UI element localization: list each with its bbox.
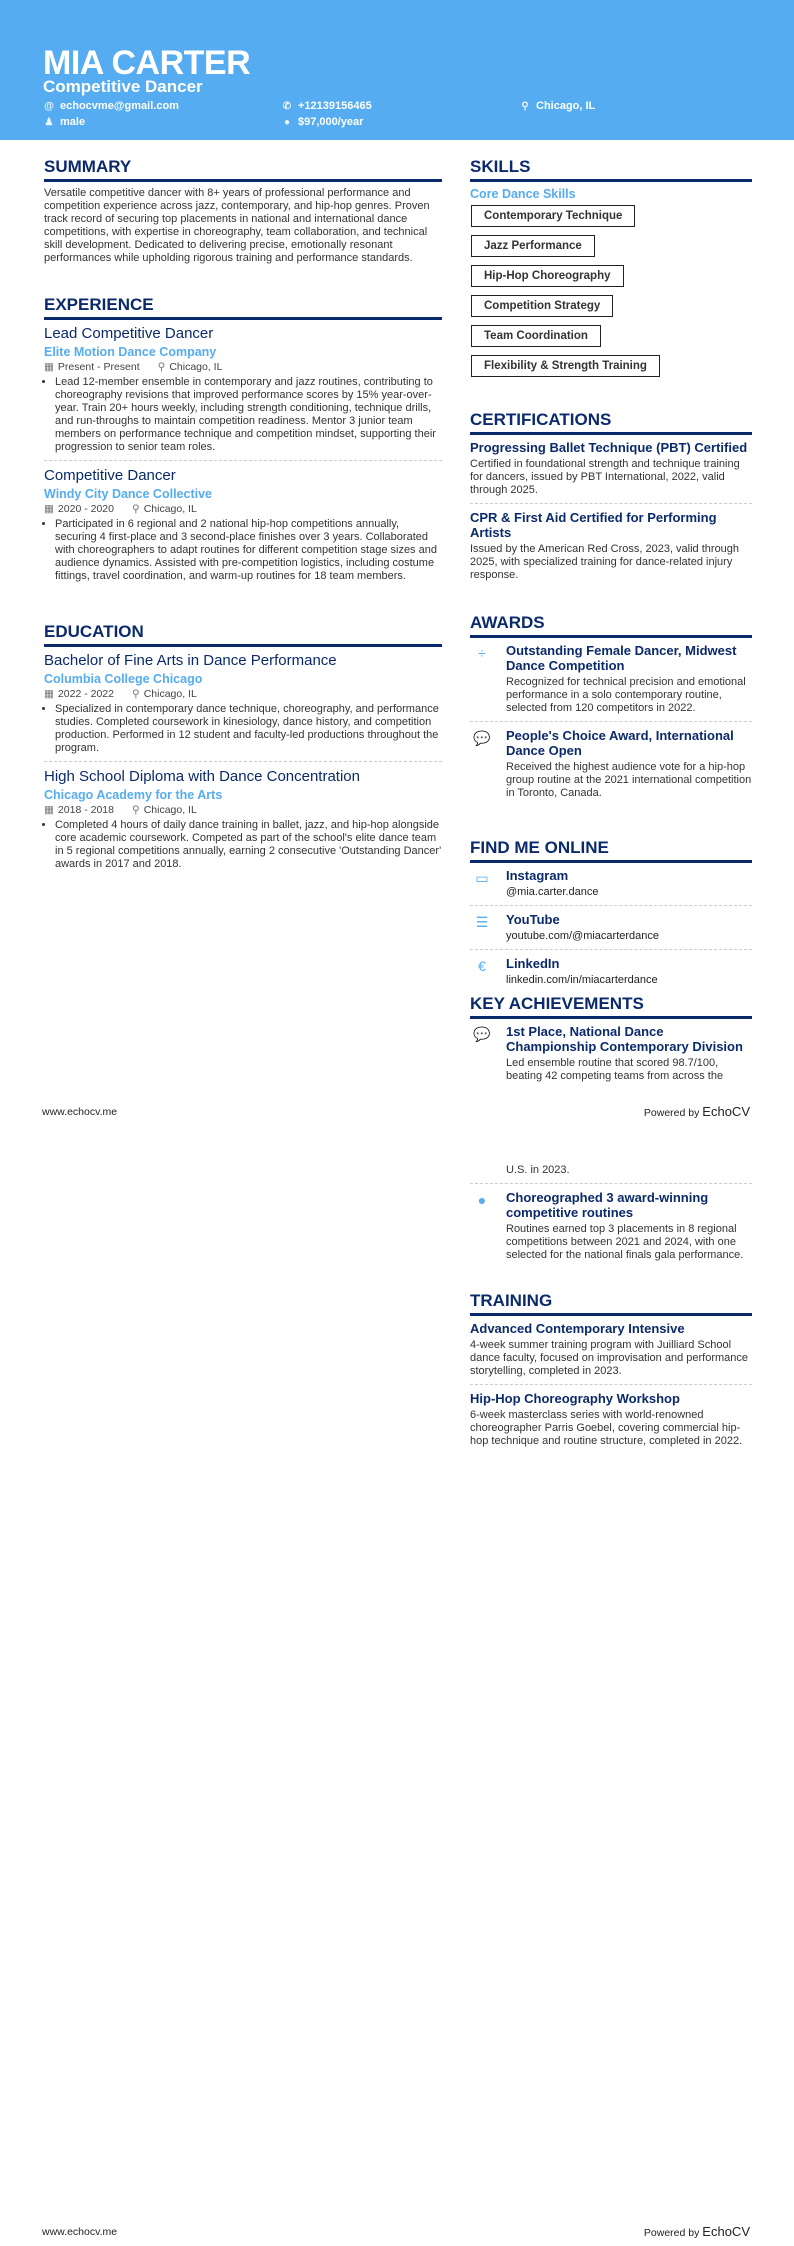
footer-powered — [644, 2224, 750, 2239]
degree-title: High School Diploma with Dance Concentration — [44, 768, 360, 785]
summary-text: Versatile competitive dancer with 8+ years of professional performance and competition experience across jazz, contemporary, and hip-hop genres. Proven track record of securing top placements in national and international dance competitions, with expertise in choreography, team collaboration, and technical skill development. Dedicated to delivering precise, emotionally resonant performances while upholding rigorous training and performance standards. — [44, 187, 430, 264]
company-name: Elite Motion Dance Company — [44, 345, 217, 359]
company-name: Windy City Dance Collective — [44, 487, 212, 501]
skill-tag: Competition Strategy — [471, 295, 613, 317]
calendar-icon: ▦ — [44, 361, 54, 373]
contact-gender — [44, 116, 85, 128]
award-title: Outstanding Female Dancer, Midwest Dance Competition — [506, 643, 737, 673]
section-heading: SKILLS — [470, 157, 752, 182]
section-heading: TRAINING — [470, 1291, 752, 1316]
location — [132, 503, 197, 515]
section-heading: FIND ME ONLINE — [470, 838, 752, 863]
training-title: Advanced Contemporary Intensive — [470, 1321, 685, 1336]
key-achievements-section — [470, 994, 752, 1083]
find-me-online-section — [470, 838, 752, 987]
training-title: Hip-Hop Choreography Workshop — [470, 1391, 680, 1406]
dates — [44, 361, 140, 373]
location-pin-icon: ⚲ — [131, 503, 140, 515]
document-euro-icon: € — [478, 958, 486, 974]
spacer — [470, 1164, 494, 1177]
section-heading: EDUCATION — [44, 622, 442, 647]
experience-item — [44, 325, 442, 454]
location-pin-icon: ⚲ — [131, 804, 140, 816]
education-item — [44, 652, 442, 755]
skill-tag: Contemporary Technique — [471, 205, 635, 227]
section-heading: KEY ACHIEVEMENTS — [470, 994, 752, 1019]
header — [0, 0, 794, 140]
experience-section — [44, 295, 442, 583]
divide-icon: ÷ — [478, 645, 486, 661]
section-heading: AWARDS — [470, 613, 752, 638]
location-pin-icon: ⚲ — [157, 361, 166, 373]
divider — [470, 503, 752, 504]
calendar-icon: ▭ — [475, 870, 489, 886]
achievement-title: 1st Place, National Dance Championship Contemporary Division — [506, 1024, 743, 1054]
certifications-section — [470, 410, 752, 582]
sliders-icon: ☰ — [475, 914, 489, 930]
role-title: Lead Competitive Dancer — [44, 325, 214, 342]
location-text: Chicago, IL — [143, 503, 197, 515]
online-item-linkedin[interactable] — [470, 956, 752, 987]
section-heading: SUMMARY — [44, 157, 442, 182]
calendar-icon: ▦ — [44, 688, 54, 700]
bullet: • Participated in 6 regional and 2 national hip-hop competitions annually, securing 4 first-place and 3 second-place finishes over 3 years. Collaborated with choreographers to adapt routines for different competition stage sizes and audience dynamics. Assisted with pre-competition logistics, including costume fittings, travel coordination, and warm-up routines for 18 team members. — [55, 518, 442, 583]
school-name: Columbia College Chicago — [44, 672, 203, 686]
salary-text: $97,000/year — [298, 116, 364, 128]
contact-location — [520, 100, 595, 112]
online-link[interactable]: youtube.com/@miacarterdance — [506, 930, 660, 942]
online-link[interactable]: linkedin.com/in/miacarterdance — [506, 974, 658, 986]
location — [158, 361, 223, 373]
bullet: • Lead 12-member ensemble in contemporary and jazz routines, contributing to choreography revisions that improved performance scores by 15% year-over-year. Train 20+ hours weekly, including strength conditioning, technique drills, and run-throughs to maintain competition readiness. Mentor 3 junior team members on performance technique and competition mindset, supporting their progression to senior team roles. — [55, 376, 442, 454]
award-item — [470, 643, 752, 715]
online-item-youtube[interactable] — [470, 912, 752, 943]
location-text: Chicago, IL — [143, 804, 197, 816]
calendar-icon: ▦ — [44, 503, 54, 515]
skills-section — [470, 157, 752, 385]
skill-tag: Flexibility & Strength Training — [471, 355, 660, 377]
divider — [470, 1183, 752, 1184]
training-text: 4-week summer training program with Juilliard School dance faculty, focused on improvisation and performance storytelling, completed in 2023. — [470, 1339, 749, 1377]
education-item — [44, 768, 442, 871]
contact-salary — [282, 116, 363, 128]
divider — [470, 1384, 752, 1385]
achievement-text: U.S. in 2023. — [506, 1164, 570, 1176]
location-pin-icon: ⚲ — [521, 100, 529, 112]
location-pin-icon: ⚲ — [131, 688, 140, 700]
footer-site[interactable]: www.echocv.me — [42, 1106, 118, 1118]
powered-by-text: Powered by — [643, 1107, 700, 1119]
summary-section — [44, 157, 442, 265]
location-text: Chicago, IL — [143, 688, 197, 700]
achievement-item — [470, 1024, 752, 1083]
coin-icon: ● — [283, 116, 291, 128]
awards-section — [470, 613, 752, 800]
dates-text: 2018 - 2018 — [57, 804, 114, 816]
at-icon: @ — [44, 100, 54, 112]
online-label: YouTube — [506, 912, 560, 927]
divider — [470, 949, 752, 950]
online-label: Instagram — [506, 868, 569, 883]
cert-text: Issued by the American Red Cross, 2023, valid through 2025, with specialized training for dance-related injury response. — [470, 543, 740, 581]
email-text: echocvme@gmail.com — [60, 100, 179, 112]
achievement-text: Routines earned top 3 placements in 8 regional competitions between 2021 and 2024, with one selected for the national finals gala performance. — [506, 1223, 744, 1261]
bullet: • Specialized in contemporary dance technique, choreography, and performance studies. Completed coursework in kinesiology, dance history, and competition production. Performed in 12 student and faculty-led productions throughout the program. — [55, 703, 442, 755]
phone-icon: ✆ — [282, 100, 292, 112]
skill-group-title: Core Dance Skills — [470, 187, 576, 201]
skill-tag: Hip-Hop Choreography — [471, 265, 624, 287]
contact-email[interactable] — [44, 100, 179, 112]
award-text: Received the highest audience vote for a hip-hop group routine at the 2021 international competition in Toronto, Canada. — [506, 761, 752, 799]
job-title: Competitive Dancer — [43, 77, 203, 96]
footer-powered — [644, 1104, 750, 1119]
divider — [44, 761, 442, 762]
section-heading: EXPERIENCE — [44, 295, 442, 320]
candidate-name: MIA CARTER — [43, 44, 251, 82]
dates — [44, 503, 114, 515]
bullet: • Completed 4 hours of daily dance training in ballet, jazz, and hip-hop alongside core academic coursework. Competed as part of the school's elite dance team in 5 regional competitions annually, earning 2 consecutive 'Outstanding Dancer' awards in 2017 and 2018. — [55, 819, 442, 871]
chat-icon: 💬 — [473, 1026, 491, 1042]
achievement-item — [470, 1190, 752, 1262]
dates-text: 2022 - 2022 — [57, 688, 114, 700]
person-icon: ♟ — [44, 116, 54, 128]
skill-tag: Jazz Performance — [471, 235, 595, 257]
section-heading: CERTIFICATIONS — [470, 410, 752, 435]
experience-item — [44, 467, 442, 583]
calendar-icon: ▦ — [44, 804, 54, 816]
brand-logo-text: EchoCV — [702, 1104, 750, 1119]
online-label: LinkedIn — [506, 956, 560, 971]
location — [132, 804, 197, 816]
location — [132, 688, 197, 700]
skill-tag: Team Coordination — [471, 325, 601, 347]
online-link[interactable]: @mia.carter.dance — [506, 886, 599, 898]
phone-text: +12139156465 — [298, 100, 372, 112]
cert-title: Progressing Ballet Technique (PBT) Certified — [470, 440, 748, 455]
degree-title: Bachelor of Fine Arts in Dance Performance — [44, 652, 337, 669]
training-section — [470, 1291, 752, 1448]
powered-by-text: Powered by — [643, 2227, 700, 2239]
achievement-title: Choreographed 3 award-winning competitive routines — [506, 1190, 709, 1220]
award-title: People's Choice Award, International Dance Open — [506, 728, 734, 758]
online-item-instagram[interactable] — [470, 868, 752, 899]
chat-icon: 💬 — [473, 730, 491, 746]
achievement-text: Led ensemble routine that scored 98.7/100, beating 42 competing teams from across the — [506, 1057, 724, 1082]
school-name: Chicago Academy for the Arts — [44, 788, 223, 802]
award-item — [470, 728, 752, 800]
dates-text: Present - Present — [57, 361, 140, 373]
contact-phone[interactable] — [282, 100, 372, 112]
role-title: Competitive Dancer — [44, 467, 176, 484]
dates — [44, 804, 114, 816]
location-text: Chicago, IL — [536, 100, 596, 112]
divider — [470, 905, 752, 906]
location-text: Chicago, IL — [169, 361, 223, 373]
training-text: 6-week masterclass series with world-renowned choreographer Parris Goebel, covering commercial hip-hop technique and routine structure, completed in 2022. — [470, 1409, 743, 1447]
cert-text: Certified in foundational strength and technique training for dancers, issued by PBT International, 2022, valid through 2025. — [470, 458, 740, 496]
chat-bubble-icon: ● — [477, 1192, 487, 1208]
dates — [44, 688, 114, 700]
brand-logo-text: EchoCV — [702, 2224, 750, 2239]
divider — [44, 460, 442, 461]
dates-text: 2020 - 2020 — [57, 503, 114, 515]
cert-title: CPR & First Aid Certified for Performing Artists — [470, 510, 717, 540]
award-text: Recognized for technical precision and emotional performance in a solo contemporary routine, selected from 120 competitors in 2022. — [506, 676, 746, 714]
key-achievements-continued — [470, 1164, 752, 1262]
divider — [470, 721, 752, 722]
education-section — [44, 622, 442, 871]
footer-site[interactable]: www.echocv.me — [42, 2226, 118, 2238]
gender-text: male — [60, 116, 86, 128]
